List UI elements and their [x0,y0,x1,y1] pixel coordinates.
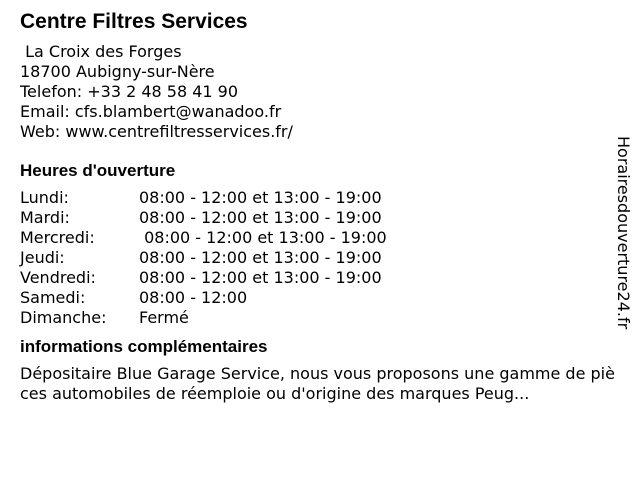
business-card [20,10,620,404]
hours-row-jeudi [20,248,620,268]
hours-day: Jeudi: [20,248,65,267]
hours-time: 08:00 - 12:00 et 13:00 - 19:00 [139,208,382,227]
hours-day: Dimanche: [20,308,107,327]
hours-day: Lundi: [20,188,69,207]
hours-time: 08:00 - 12:00 et 13:00 - 19:00 [139,188,382,207]
email-text: Email: cfs.blambert@wanadoo.fr [20,102,282,121]
hours-row-mercredi [20,228,620,248]
address-street: La Croix des Forges [20,42,182,61]
hours-row-vendredi [20,268,620,288]
website-text: Web: www.centrefiltresservices.fr/ [20,122,293,141]
hours-row-mardi [20,208,620,228]
hours-row-lundi [20,188,620,208]
phone-text: Telefon: +33 2 48 58 41 90 [20,82,239,101]
hours-day: Mercredi: [20,228,95,247]
hours-time: Fermé [139,308,189,327]
site-watermark: Horairesdouverture24.fr [614,136,633,330]
info-heading: informations complémentaires [20,337,268,356]
business-name: Centre Filtres Services [20,10,248,33]
hours-time: 08:00 - 12:00 et 13:00 - 19:00 [139,248,382,267]
info-description: Dépositaire Blue Garage Service, nous vous proposons une gamme de pièces automobiles de réemploie ou d'origine des marques Peug... [20,364,615,403]
hours-row-samedi [20,288,620,308]
hours-day: Samedi: [20,288,86,307]
hours-day: Mardi: [20,208,70,227]
hours-time: 08:00 - 12:00 [139,288,248,307]
hours-time: 08:00 - 12:00 et 13:00 - 19:00 [139,228,387,247]
hours-row-dimanche [20,308,620,328]
contact-block [20,42,620,142]
hours-heading: Heures d'ouverture [20,161,176,180]
address-city: 18700 Aubigny-sur-Nère [20,62,215,81]
hours-table [20,188,620,328]
hours-day: Vendredi: [20,268,96,287]
hours-time: 08:00 - 12:00 et 13:00 - 19:00 [139,268,382,287]
